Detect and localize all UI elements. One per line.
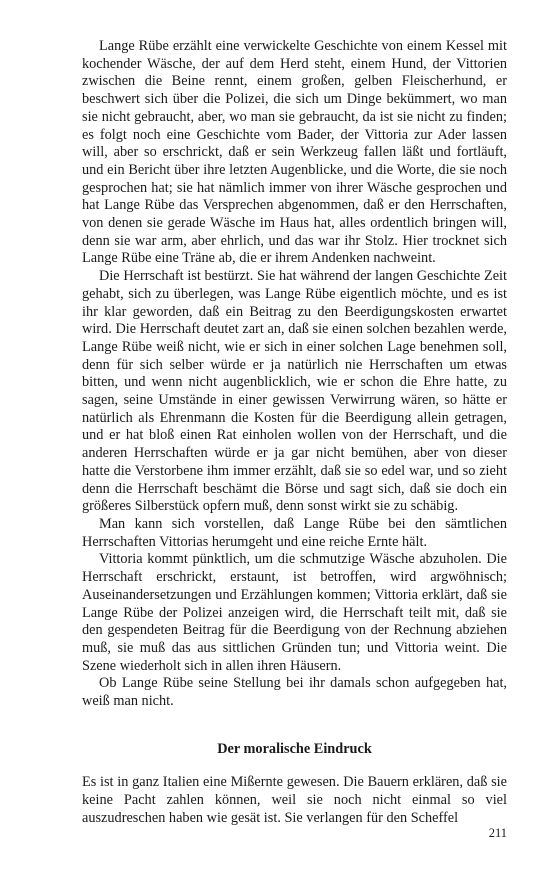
paragraph: Lange Rübe erzählt eine verwickelte Geschichte von einem Kessel mit kochender Wäsche, der auf dem Herd steht, einem Hund, der Vittorien zwischen die Beine rennt, einem großen, gelben Fleischerhund, er beschwert sich über die Polizei, die sich um Dinge bekümmert, wo man sie nicht gebraucht, aber, wo man sie gebraucht, da ist sie nicht zu finden; es folgt noch eine Geschichte vom Bader, der Vittoria zur Ader lassen will, aber so erschrickt, daß er sein Werkzeug fallen läßt und fortläuft, und ein Bericht über ihre letzten Augenblicke, und die Worte, die sie noch gesprochen hat; sie hat nämlich immer von ihrer Wäsche gesprochen und hat Lange Rübe das Versprechen abgenommen, daß er den Herrschaften, von denen sie gerade Wäsche im Haus hat, alles ordentlich bringen will, denn sie war arm, aber ehrlich, und das war ihr Stolz. Hier trocknet sich Lange Rübe eine Träne ab, die er ihrem Andenken nachweint.: [82, 38, 507, 267]
page-number: 211: [488, 826, 507, 840]
paragraph: Vittoria kommt pünktlich, um die schmutzige Wäsche abzuholen. Die Herrschaft erschrickt, erstaunt, ist betroffen, wird argwöhnisch; Auseinandersetzungen und Erzählungen kommen; Vittoria erklärt, daß sie Lange Rübe der Polizei anzeigen wird, die Herrschaft teilt mit, daß sie den gespendeten Beitrag für die Beerdigung von der Rechnung abziehen muß, sie muß das aus sittlichen Gründen tun; und Vittoria weint. Die Szene wiederholt sich in allen ihren Häusern.: [82, 551, 507, 674]
paragraph: Die Herrschaft ist bestürzt. Sie hat während der langen Geschichte Zeit gehabt, sich zu überlegen, was Lange Rübe eigentlich möchte, und es ist ihr klar geworden, daß ein Beitrag zu den Beerdigungskosten erwartet wird. Die Herrschaft deutet zart an, daß sie einen solchen bezahlen werde, Lange Rübe weiß nicht, wie er sich in einer solchen Lage benehmen soll, denn für sich selber würde er ja natürlich nie Herrschaften um etwas bitten, und wenn nicht augenblicklich, wie er schon die Ehre hatte, zu sagen, seine Umstände in einer gewissen Verwirrung wären, so hätte er natürlich als Ehrenmann die Kosten für die Beerdigung allein getragen, und er hat bloß einen Rat einholen wollen von der Herrschaft, und die anderen Herrschaften würde er ja gar nicht bemühen, aber von dieser hatte die Verstorbene ihm immer erzählt, daß sie so edel war, und so zieht denn die Herrschaft beschämt die Börse und sagt sich, daß sie doch ein größeres Silberstück opfern muß, denn sonst wirkt sie zu schäbig.: [82, 268, 507, 515]
paragraph: Ob Lange Rübe seine Stellung bei ihr damals schon aufgegeben hat, weiß man nicht.: [82, 675, 507, 710]
paragraph: Man kann sich vorstellen, daß Lange Rübe bei den sämtlichen Herrschaften Vittorias herumgeht und eine reiche Ernte hält.: [82, 515, 507, 550]
paragraph: Es ist in ganz Italien eine Mißernte gewesen. Die Bauern erklären, daß sie keine Pacht zahlen können, weil sie noch nicht einmal so viel auszudreschen haben wie gesät ist. Sie verlangen für den Scheffel: [82, 774, 507, 826]
page-body: [82, 38, 507, 828]
section-heading: Der moralische Eindruck: [217, 740, 372, 757]
